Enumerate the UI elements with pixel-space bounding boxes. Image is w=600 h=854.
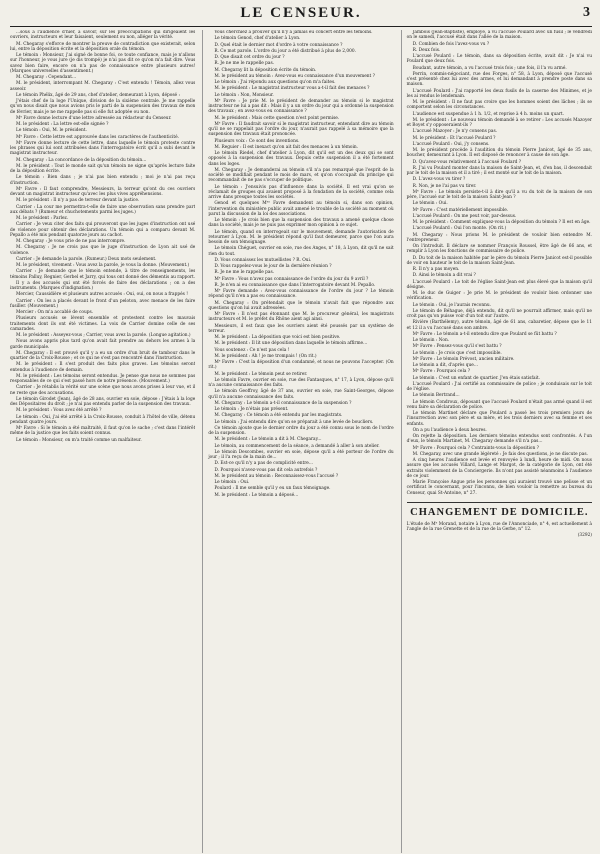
paragraph: M. le président : Il lit une déposition dans laquelle le témoin affirme... — [214, 341, 368, 347]
paragraph: M. Chegaray : On prétendait que le témoin n'avait fait que répondre aux questions qu'on lui avait adressées. — [208, 300, 394, 311]
paragraph: M. le président : Ah ! je me trompais ! (On rit.) — [214, 353, 317, 359]
paragraph: R. Je ne me le rappelle pas. — [214, 61, 275, 67]
paragraph: Mᵉ Favre : Pensez-vous qu'il s'est battu ? — [412, 344, 502, 350]
paragraph: L'accusé Poulard : J'ai rapporté les deux fusils de la caserne des Minimes, et je les ai rendus le lendemain. — [406, 88, 592, 99]
paragraph: Mercier : On m'a accablé de coups. — [16, 310, 94, 315]
article-columns — [10, 30, 592, 853]
paragraph: Mᵉ Favre : Cette lettre est approuvée dans les caractères de l'authenticité. — [16, 134, 180, 140]
paragraph: Genod et quelques Mᵉˢ Favre demandent au témoin si, dans son opinion, l'intervention du ministère public avait amené le trouble de la société au moment où parut la discussion de la loi des associations. — [208, 201, 394, 217]
paragraph: Le témoin : Oui, je l'aurais reconnu. — [412, 302, 492, 308]
paragraph: M. Chegaray : Le témoin a-t-il connaissance de la suspension ? — [214, 400, 352, 406]
page-number: 3 — [583, 5, 590, 20]
paragraph: Le témoin Chéguet, ouvrier en soie, rue des Anges, n° 18, à Lyon, dit qu'il ne sait rien du tout. — [208, 246, 394, 257]
paragraph: Carrier : Je rétablis la vérité sur une scène que nous avons prises à leur vue, et il ne reste que des accusations. — [10, 385, 196, 396]
paragraph: Mᵉ Favre : C'est la déposition d'un condamné, et nous ne pouvons l'accepter. (On rit.) — [208, 360, 394, 371]
paragraph: Rivière (Barthélemy), autre témoin, âgé de 61 ans, cabaretier, dépose que le 11 et 12 il a vu l'accusé dans son ambre. — [406, 320, 592, 331]
paragraph: D. Du toit de la maison habitée par le père du témoin Pierre Janicot est-il possible de voir en hauteur le toit de la maison Saint-Jean. — [406, 255, 592, 266]
paragraph: Le témoin Genod, chef d'atelier à Lyon. — [214, 36, 301, 42]
paragraph: Le témoin Condroux, déposant que l'accusé Poulard n'était pas armé quand il est venu faire sa déclaration de police. — [406, 399, 592, 410]
paragraph: D. Ainsi le témoin a dit vrai ? — [412, 273, 476, 279]
paragraph: L'accusé Poulard : Oui, j'y consens. — [412, 141, 490, 147]
paragraph: M. Chegaray s'efforce de montrer la preuve de contradiction que existerait, selon lui, entre la déposition écrite et la déposition orale du témoin. — [10, 41, 196, 52]
paragraph: D. Qu'avez-vous relativement à l'accusé Poulard ? — [412, 159, 522, 165]
paragraph: L'accusé Poulard : On me peut voir, par-dessus. — [412, 213, 517, 219]
paragraph: Le témoin : Monsieur, j'ai signé de bonne foi, ce toute confiance, mais je n'allons sur l'honneur, je vous jure (je dis trompé) je n'ai pas dit ce qu'on m'a fait dire. Vous savez bien faire, encore on n'a pas de connaissance entre plusieurs autres! (Marques universelles d'assentiment.) — [10, 53, 196, 74]
section-body: L'étude de Mᵉ Morand, notaire à Lyon, rue de l'Annonciade, n° 4, est actuellement à l'angle de la rue Grenette et de la rue de la Gerbe, n° 12. — [406, 521, 592, 532]
paragraph: Le témoin Girodet (Jean), âgé de 28 ans, ouvrier en soie, dépose : J'étais à la loge des Dépositaires du droit ; je n'ai pas entendu parler de la suspension des travaux. — [10, 396, 196, 407]
page-header — [10, 4, 592, 27]
paragraph: M. le président : Mais cette question n'est point permise. — [214, 115, 340, 121]
paragraph: R. Je n'en ai eu connaissance que dans l'interrogatoire devant M. Pepallo. — [214, 282, 376, 288]
column-3 — [401, 30, 592, 853]
paragraph: M. Chegaray lit la déposition écrite du témoin. — [214, 67, 317, 73]
paragraph: M. le président : La déposition que voici est bien positive. — [214, 335, 341, 340]
paragraph: Le témoin : Oui, M. le président. — [16, 128, 87, 134]
paragraph: M. Chegaray : Je vous prie de ne pas interrompre. — [16, 239, 126, 244]
paragraph: Le témoin Descombes, ouvrier en soie, dépose qu'il a été porteur de l'ordre du jour ; il l'a reçu de la main de... — [208, 449, 394, 460]
paragraph: Carrier : Je veux citer des faits qui prouveront que les juges d'instruction ont usé de violence pour obtenir des déclarations. Un témoin qui a comparu devant M. Pepallo a été mis pendant quatorze jours au cachot. — [10, 222, 196, 238]
paragraph: L'audience est suspendue à 1 h. 1/2, et reprise à 4 h. moins un quart. — [412, 111, 565, 117]
paragraph: Mᵉ Favre : Le témoin Prévost, ancien militaire. — [412, 356, 515, 362]
paragraph: M. le président : Asseyez-vous ; Carrier, vous avez la parole. (Longue agitation.) — [16, 333, 191, 338]
paragraph: R. Non, je ne l'ai pas vu tirer. — [412, 183, 477, 189]
paragraph: D. Est-ce qu'il n'y a pas de complicité entre... — [214, 461, 313, 467]
paragraph: Le témoin Phélix, âgé de 29 ans, chef d'atelier, demeurant à Lyon, déposé : — [16, 92, 180, 98]
paragraph: Le témoin : J'ai entendu dire qu'on se préparait à une levée de boucliers. — [214, 419, 374, 425]
paragraph: M. Chegaray, avec une grande légèreté : Je fais des questions, je ne discute pas. — [412, 451, 588, 457]
paragraph: A cinq heures l'audience est levée et renvoyée à lundi, heure de midi. On nous assure que les accusés Villard, Lange et Margot, de la catégorie de Lyon, ont été extraits violemment de la Conciergerie. Ils n'ont pas assisté néanmoins à l'audience de ce jour. — [406, 458, 592, 479]
paragraph: M. le président au témoin : Reconnaissez-vous l'accusé ? — [214, 473, 339, 479]
paragraph: Carrier : Je demande la parole. (Rumeur.) Deux mots seulement. — [16, 256, 157, 262]
paragraph: M. le président : La lettre est-elle signée ? — [16, 122, 109, 127]
paragraph: On a pu l'audience à deux heures. — [412, 427, 487, 433]
paragraph: Vous cherchiez à prouver qu'il n'y a jamais eu concert entre les témoins. — [214, 30, 373, 35]
paragraph: M. Chegaray : Je ne crois pas que le juge d'instruction de Lyon ait usé de violence. — [10, 245, 196, 256]
paragraph: Nous avons appris plus tard qu'on avait fait prendre au dehors les armes à la garde municipale. — [10, 339, 196, 350]
paragraph: M. Chegaray : La concordance de la déposition du témoin... — [16, 157, 147, 163]
paragraph: Le témoin Martinet déclare que Poulard a passé les trois premiers jours de l'insurrection avec son père et sa mère, et les trois derniers avec sa femme et ses enfants. — [406, 411, 592, 427]
column-3-text — [407, 30, 592, 496]
paragraph: Marie Françoise Angue prie les personnes qui auraient trouvé une pelisse et un certificat le concernant, pour l'inconnu, de bien vouloir la remettre au bureau du Censeur, quai St-Antoine, n° 27. — [406, 480, 592, 496]
paragraph: L'accusé Poulard : Le toit de l'église Saint-Jean est plus élevé que la maison qu'il désigne. — [406, 279, 592, 290]
paragraph: Le témoin Geoffroy, âgé de 37 ans, ouvrier en soie, rue Saint-Georges, dépose qu'il n'a aucune connaissance des faits. — [208, 389, 394, 400]
paragraph: Mᵉ Favre : Vous n'avez pas connaissance de l'ordre du jour du 9 avril ? — [214, 276, 369, 282]
paragraph: Mercier, Caussidière et plusieurs autres accusés : Oui, oui, on nous a frappés ! — [16, 292, 188, 298]
paragraph: R. Ce mot parole. L'ordre du jour a été distribué à plus de 2,000. — [214, 48, 356, 54]
paragraph: Le témoin, au commencement de la séance, a demandé à aller à son atelier. — [214, 443, 380, 449]
paragraph: M. le président : Il s'est produit des faits plus graves. Les témoins seront entendus à l'audience de demain. — [10, 362, 196, 373]
paragraph: Le témoin : Je crois que c'est impossible. — [412, 350, 502, 356]
paragraph: Le témoin : Non. — [412, 338, 450, 343]
paragraph: M. le président, vivement : Vous avez la parole, je vous la donne. (Mouvement.) — [16, 263, 190, 268]
paragraph: Plusieurs voix : Ce sont des inventions. — [214, 138, 300, 144]
paragraph: Carrier : La cour me permettra-t-elle de faire une observation sans prendre part aux débats ? (Rumeur et chuchotements parmi les juges.) — [10, 204, 196, 215]
paragraph: Mᵉ Favre donne lecture de cette lettre, dans laquelle le témoin proteste contre les phrases qui lui sont attribuées dans l'interrogatoire écrit qu'il a subi devant le magistrat instructeur. — [10, 140, 196, 157]
paragraph: Le témoin : J'ai répondu aux questions qu'on m'a faites. — [214, 80, 336, 85]
paragraph: Le témoin Favre, ouvrier en soie, rue des Fantasques, n° 17, à Lyon, dépose qu'il n'a aucune connaissance des faits. — [208, 377, 394, 388]
paragraph: M. le président : Il ne faut pas croire que les hommes soient des lâches ; ils se comportent selon les circonstances. — [406, 100, 592, 111]
paragraph: Mᵉ Favre : Il n'est pas étonnant que M. le procureur général, les magistrats instructeurs et M. le préfet du Rhône aient agi ainsi. — [208, 312, 394, 323]
paragraph: Boudant, autre témoin, a vu l'accusé trois fois ; une fois, il l'a vu armé. — [412, 65, 567, 71]
paragraph: Le témoin : Oui, j'ai été arrêté à la Croix-Rousse, conduit à l'hôtel de ville, détenu pendant quatre jours. — [10, 414, 196, 425]
paragraph: Mᵉ Favre : Si le témoin a été maltraité, il faut qu'on le sache ; c'est dans l'intérêt même de la justice que les faits soient connus. — [10, 426, 196, 437]
paragraph: Perrin, commis-négociant, rue des Forges, n° 58, à Lyon, déposé que l'accusé s'est présenté chez lui avec des armes, et lui demandant à prendre poste dans sa maison. — [406, 71, 592, 88]
paragraph: M. Chegaray : Je demanderai au témoin s'il n'a pas remarqué que l'esprit de la société se modifiait pendant le mois de mars, et qu'on s'occupait du principe qui recommandait de ne pas s'occuper de politique. — [208, 167, 394, 184]
paragraph: Le témoin : C'est un enfant de quartier. J'en étais satisfait. — [412, 375, 541, 381]
paragraph: M. le président : Le témoin a dit à M. Chegaray... — [214, 437, 322, 443]
paragraph: Le témoin : Monsieur, on m'a traité comme un malfaiteur. — [16, 437, 142, 443]
paragraph: D. Combien de fois l'avez-vous vu ? — [412, 41, 490, 47]
paragraph: J'étais chef de la loge l'Unique, division de la sixième centrale. Je me rappelle qu'on nous disait que nous avions pris le parti de la suspension des travaux de mon de février, mais je ne me rappelle pas si elle fut adoptée ou non. — [10, 99, 196, 115]
paragraph: Le témoin : Oui. — [214, 480, 250, 485]
paragraph: Mᵉ Favre : C'est matériellement impossible. — [412, 207, 509, 213]
column-2 — [202, 30, 393, 853]
paragraph: M. le président : Et l'accusé Poulard ? — [412, 135, 496, 141]
paragraph: Plusieurs accusés se lèvent ensemble et protestent contre les mauvais traitements dont ils ont été victimes. La voix de Carrier domine celle de ses camarades. — [10, 316, 196, 332]
paragraph: Mᵉ Favre : Je prie M. le président de demander au témoin si le magistrat instructeur ne lui a pas dit : Mais il y a un ordre du jour qui a ordonné la suspension des travaux ; en avez-vous eu connaissance ? — [208, 98, 394, 115]
paragraph: M. le président : Vous avez été arrêté ? — [16, 408, 102, 414]
paragraph: Le témoin Bertrand... — [412, 393, 460, 399]
paragraph: Le témoin : J'ensuivis pas d'influence dans la société. Il est vrai qu'on se réclamait de groupes qui avaient proposé à la fondation de la société, comme cela arrive dans presque toutes les sociétés. — [208, 184, 394, 200]
paragraph: R. Il n'y a pas moyen. — [412, 267, 460, 272]
paragraph: L'accusé Mazoyer : Je n'y consens pas. — [412, 129, 498, 135]
paragraph: Mᵉ Favre : Pourquoi cela ? Contraints-vous la déposition ? — [412, 445, 539, 451]
paragraph: M. le président : Il n'y a pas de terreur devant la justice. — [16, 198, 140, 204]
paragraph: L'accusé Poulard : Le témoin, dans sa déposition écrite, avait dit : Je n'ai vu Poulard que deux fois. — [406, 54, 592, 65]
paragraph: On l'introduit. Il déclare se nommer François Roussel, être âgé de 66 ans, et remplir à Lyon les fonctions de commissaire de police. — [406, 244, 592, 255]
paragraph: Vous soutenez : Ce n'est pas cela ! — [214, 347, 290, 353]
paragraph: D. Vous rappelez-vous le jour de la dernière réunion ? — [214, 264, 332, 269]
paragraph: Mᵉ Favre : Le témoin persiste-t-il à dire qu'il a vu du toit de la maison de son père, l'accusé sur le toit de la maison Saint-Jean ? — [406, 189, 592, 200]
paragraph: Messieurs, il est faux que les ouvriers aient été poussés par un système de terreur. — [208, 323, 394, 334]
paragraph: M. le président : Le témoin a déposé... — [214, 492, 299, 498]
paragraph: M. Reguier : Il est inexact qu'on ait fait des menaces à un témoin. — [214, 144, 359, 150]
paragraph: Le témoin : Oui. — [412, 201, 448, 207]
paragraph: D. Pourquoi n'avez-vous pas dit cela autrefois ? — [214, 467, 318, 473]
paragraph: D. Vous connaissez les mutuellistes ? R. Oui. — [214, 257, 312, 263]
paragraph: M. le président, interrompant M. Chegaray : C'est entendu ! Témoin, allez vous asseoir. — [10, 81, 196, 92]
paragraph: Le témoin : Je crois bien que la suspension des travaux a amené quelque chose dans la société, mais je ne puis pas exprimer mon opinion à ce sujet. — [208, 218, 394, 229]
paragraph: M. le président : Le témoin peut se retirer. — [214, 371, 308, 377]
paragraph: Ce témoin ajoute que le dernier ordre du jour a été connu sous le nom de l'ordre de la suspension. — [208, 425, 394, 436]
paragraph: ...sous à l'audience d'hier, à savoir, sur les préoccupations qui dirigeaient les ouvriers, instructeurs et leur faisaient, seulement ou non, alléger la vérité. — [10, 30, 196, 41]
paragraph: M. Chegaray : Cependant... — [16, 75, 77, 80]
paragraph: D. L'avez-vous vu tirer ? — [412, 177, 466, 183]
paragraph: Mᵉ Favre donne lecture d'une lettre adressée au rédacteur du Censeur. — [16, 115, 172, 121]
paragraph: On rejette la déposition. Les derniers témoins entendus sont confrontés. A l'un d'eux, le témoin Martinet, M. Chegaray demande s'il n'a pas... — [406, 434, 592, 445]
paragraph: Le témoin, quand on interrogeait sur le mouvement, demande l'autorisation de retourner à Lyon. M. le président répond qu'il faut demeurer, parce que l'on aura besoin de son témoignage. — [208, 229, 394, 245]
column-1 — [10, 30, 195, 853]
paragraph: Le témoin : Je n'étais pas présent. — [214, 407, 289, 412]
paragraph: M. le président au témoin : Avez-vous eu connaissance d'un mouvement ? — [214, 73, 375, 79]
paragraph: Mᵉ Favre : Le témoin a-t-il entendu dire que Poulard se fût battu ? — [412, 331, 557, 337]
paragraph: M. le président : Parlez. — [16, 216, 69, 221]
paragraph: M. le président : Le nouveau témoin demandé à se retirer : Les accusés Mazoyer et Boyet s'y opposeraient-ils ? — [406, 117, 592, 128]
paragraph: R. Deux fois. — [412, 47, 441, 53]
paragraph: M. le président : Le magistrat instructeur vous a-t-il fait des menaces ? — [214, 86, 370, 92]
paragraph: R. Je ne me le rappelle pas. — [214, 270, 275, 276]
paragraph: M. le président : Les témoins seront entendus. Je pense que nous ne sommes pas responsables de ce qui s'est passé hors de notre présence. (Mouvement.) — [10, 373, 196, 384]
paragraph: M. le président : Comment expliquez-vous la déposition du témoin ? Il est en âge. — [412, 220, 591, 225]
paragraph: Poulard : Il me semble qu'il y eu un faux témoignage. — [214, 486, 331, 492]
paragraph: M. Chegaray : Il est prouvé qu'il y a eu un ordre d'un bruit de tambour dans le quartier de la Croix-Rousse ; et ce qui ne s'est pas rencontré dans l'instruction. — [10, 350, 196, 361]
paragraph: Mᵉ Favre : Pourquoi cela ? — [412, 369, 471, 375]
paragraph: Le témoin de Béhague, déjà entendu, dit qu'il ne pourrait affirmer, mais qu'il ne croit pas qu'on puisse voir d'un toit sur l'autre. — [406, 308, 592, 319]
paragraph: Mᵉ Favre : Il faudrait savoir si le magistrat instructeur, entendant dire au témoin qu'il ne se rappelait pas l'ordre du jour, n'aurait pas rappelé à sa mémoire que la suspension des travaux était prononcée. — [208, 121, 394, 138]
paragraph: L'accusé Poulard : Oui l'on monte. (On rit.) — [412, 226, 507, 232]
paragraph: Le témoin Riedel, chef d'atelier à Lyon, dit qu'il est un des deux qui se sont opposés à la suspension des travaux. Depuis cette suspension il a été fortement dans les loges. — [208, 151, 394, 167]
masthead-title: LE CENSEUR. — [240, 5, 362, 21]
paragraph: Le témoin : Non, Monsieur. — [214, 92, 274, 98]
paragraph: M. le président procède à l'audition du témoin Pierre Janicot, âgé de 35 ans, boucher, demeurant à Lyon. Il est disposé de renoncer à cause de son âge. — [406, 148, 592, 159]
paragraph: D. Que disait cet ordre du jour ? — [214, 55, 285, 60]
paragraph: Le témoin : Bien dans ; je n'ai pas bien entendu ; moi je n'ai pas reçu d'instruction. — [10, 175, 196, 186]
paragraph: Il y a des accusés qui ont été forcés de faire des déclarations ; on a des instruments. (Marques d'indignation.) — [10, 280, 196, 291]
paragraph: M. Chegaray : Ce témoin a été entendu par les magistrats. — [214, 413, 343, 419]
paragraph: M. le duc de Guiger : Je prie M. le président de vouloir bien ordonner une vérification. — [406, 291, 592, 302]
paragraph: L'accusé Poulard : J'ai certifié au commissaire de police ; je conduisais sur le toit de l'église. — [406, 381, 592, 392]
paragraph: Le témoin a dit, d'après que... — [412, 363, 478, 368]
paragraph: Carrier : Je demande que le témoin entende, à titre de renseignements, les témoins Palluy, Regnier, Gerbel et Jarry, qui tous ont donné des démentis au rapport. — [10, 269, 196, 280]
paragraph: Mᵉ Favre demande : Avez-vous connaissance de l'ordre du jour ? Le témoin répond qu'il n'en a pas eu connaissance. — [208, 289, 394, 300]
section-signature: (3292) — [577, 533, 592, 539]
paragraph: Mᵉ Favre : Il faut comprendre, Messieurs, la terreur qu'ont du ces ouvriers devant un magistrat instructeur qu'avec les plus vives appréhensions. — [10, 186, 196, 197]
paragraph: R. J'ai vu Poulard monter dans la maison de Saint-Jean, et, d'en bas, il descendait par le toit de la maison et il a tiré ; il est monté sur le toit de la maison. — [406, 165, 592, 176]
paragraph: M. Chegaray : Nous prions M. le président de vouloir bien entendre M. l'entrepreneur. — [406, 232, 592, 243]
paragraph: Jambois (Jean-Baptiste), employé, a vu l'accusé Poulard avec un fusil ; le vendredi on le samedi, l'accusé était dans l'allée de la maison. — [406, 30, 592, 41]
paragraph: D. Quel était le dernier mot d'ordre à votre connaissance ? — [214, 42, 343, 48]
section-title: CHANGEMENT DE DOMICILE. — [407, 502, 592, 518]
paragraph: Carrier : On les a placés devant le front d'un peloton, avec menace de les faire fusiller. (Mouvement.) — [10, 298, 196, 309]
paragraph: M. le président : Tout le monde sait qu'un témoin ne signe qu'après lecture faite de la déposition écrite. — [10, 163, 196, 174]
